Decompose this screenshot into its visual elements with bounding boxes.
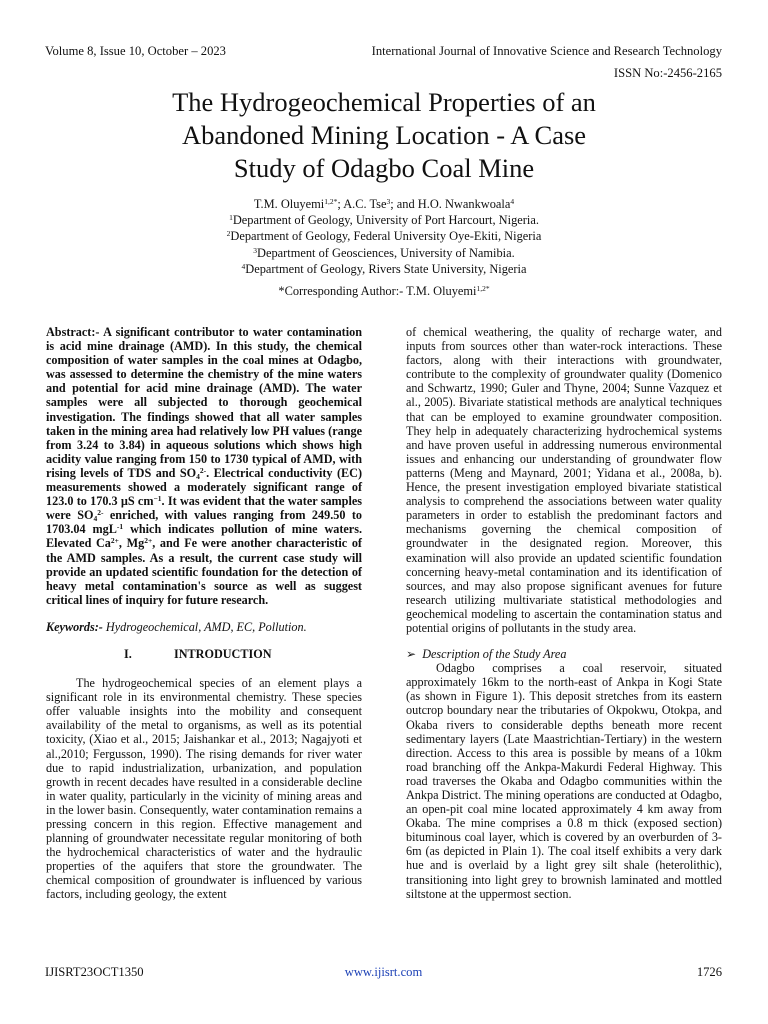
corresponding-author: *Corresponding Author:- T.M. Oluyemi$^{1,2*}$ — [278, 284, 490, 298]
author-list: T.M. Oluyemi$^{1,2*}$; A.C. Tse$^3$; and H.O. Nwankwoala$^4$ — [253, 197, 515, 211]
title-line: Abandoned Mining Location - A Case — [181, 120, 587, 150]
volume-info: Volume 8, Issue 10, October – 2023 — [45, 44, 226, 58]
affiliation: $^4$Department of Geology, Rivers State University, Nigeria — [241, 261, 527, 276]
paper-title — [100, 86, 668, 185]
journal-url-link[interactable]: www.ijisrt.com — [344, 965, 423, 979]
title-line: Study of Odagbo Coal Mine — [233, 153, 535, 183]
keywords: Keywords:- Hydrogeochemical, AMD, EC, Pollution. — [46, 619, 307, 634]
affiliation: $^3$Department of Geosciences, University of Namibia. — [253, 245, 515, 260]
journal-name: International Journal of Innovative Science and Research Technology — [371, 44, 722, 58]
abstract: Abstract:- A significant contributor to water contamination is acid mine drainage (AMD). In this study, the chemical composition of water samples in the coal mines at Odagbo, was assessed to determine the chemistry of the mine waters and potential for acid mine drainage (AMD). The water samples were all subjected to thorough geochemical investigation. The findings showed that all water samples taken in the mining area had relatively low PH values (range from 3.24 to 3.84) in aqueous solutions which shows high acidity value ranging from 150 to 1730 typical of AMD, with rising levels of TDS and $SO_4^{2-}$. Electrical conductivity (EC) measurements showed a moderately significant range of 123.0 to 170.3 µS $cm^{-1}$. It was evident that the water samples were $SO_4^{2-}$ enriched, with values ranging from 249.50 to 1703.04 mgL$^{-1}$ which indicates pollution of mine waters. Elevated $Ca^{2+}$, $Mg^{2+}$, and Fe were another characteristic of the AMD samples. As a result, the current case study will provide an updated scientific foundation for the detection of heavy metal contamination's source as well as suggest critical lines of inquiry for future research. — [46, 325, 363, 607]
section-heading — [46, 647, 362, 661]
body-paragraph: of chemical weathering, the quality of recharge water, and inputs from sources other than water-rock interactions. These factors, along with their interactions with groundwater, contribute to the complexity of groundwater quality (Domenico and Schwartz, 1990; Guler and Thyne, 2004; Sunne Vazquez et al., 2005). Bivariate statistical methods are analytical techniques that can be employed to examine groundwater composition. They help in adequately characterizing hydrochemical systems and have proven useful in addressing numerous environmental issues and enhancing our understanding of groundwater flow patterns (Meng and Maynard, 2001; Yidana et al., 2008a, b). Hence, the present investigation employed bivariate statistical analysis to comprehend the associations between water quality parameters in order to establish the predominant factors and mechanisms governing the chemical composition of groundwater in the designated region. Moreover, this examination will also provide an updated scientific foundation concerning heavy-metal contamination and its identification of sources, and may also propose significant avenues for future research utilizing multivariate statistical methodologies and geochemical modeling to ascertain the contamination status and potential origins of pollutants in the study area. — [406, 325, 722, 635]
right-column — [406, 325, 722, 901]
study-area-paragraph: Odagbo comprises a coal reservoir, situated approximately 16km to the north-east of Ankpa in Kogi State (as shown in Figure 1). This deposit stretches from its eastern outcrop boundary near the tributaries of Okpokwu, Otokpa, and Okaba rivers to considerable depths beneath more recent sedimentary layers (Late Maastrichtian-Tertiary) in the western direction. Access to this area is possible by means of a 10km road branching off the Ankpa-Makurdi Federal Highway. This road traverses the Okaba and Odagbo communities within the Ankpa District. The mining operations are conducted at Odagbo, an open-pit coal mine located approximately 4 km away from Okaba. The mine comprises a 0.8 m thick (exposed section) bituminous coal layer, which is covered by an overburden of 3-6m (as depicted in Plain 1). The coal itself exhibits a very dark hue and is overlaid by a light grey silt shale (heterolithic), transitioning into light grey to brownish laminated and mottled siltstone at the uppermost section. — [406, 661, 722, 901]
author-block — [0, 196, 768, 277]
subsection-title: Description of the Study Area — [422, 647, 567, 662]
title-line: The Hydrogeochemical Properties of an — [172, 87, 596, 117]
left-column — [46, 325, 362, 902]
intro-paragraph: The hydrogeochemical species of an element plays a significant role in its environmental chemistry. These species offer valuable insights into the mobility and consequent availability of the metal to organisms, as well as its potential toxicity, (Xiao et al., 2015; Jaishankar et al., 2013; Nagajyoti et al.,2010; Fergusson, 1990). The rising demands for river water due to rapid industrialization, urbanization, and population growth in recent decades have resulted in a considerable decline in water quality, particularly in the vicinity of mining areas and in the lower basin. Consequently, water contamination remains a pressing concern in this region. Effective management and planning of groundwater necessitate regular monitoring of both the hydrochemical characteristics of water and the hydraulic properties of the aquifers that store the groundwater. The chemical composition of groundwater is influenced by various factors, including geology, the extent — [46, 676, 362, 902]
arrow-bullet-icon: ➢ — [406, 647, 417, 662]
affiliation: $^1$Department of Geology, University of Port Harcourt, Nigeria. — [229, 213, 539, 228]
section-title: INTRODUCTION — [174, 646, 272, 661]
page-number: 1726 — [696, 965, 722, 979]
paper-id: IJISRT23OCT1350 — [45, 965, 144, 979]
subsection-heading — [406, 647, 722, 661]
section-number: I. — [124, 646, 132, 661]
issn: ISSN No:-2456-2165 — [613, 66, 722, 80]
affiliation: $^2$Department of Geology, Federal University Oye-Ekiti, Nigeria — [226, 229, 542, 244]
